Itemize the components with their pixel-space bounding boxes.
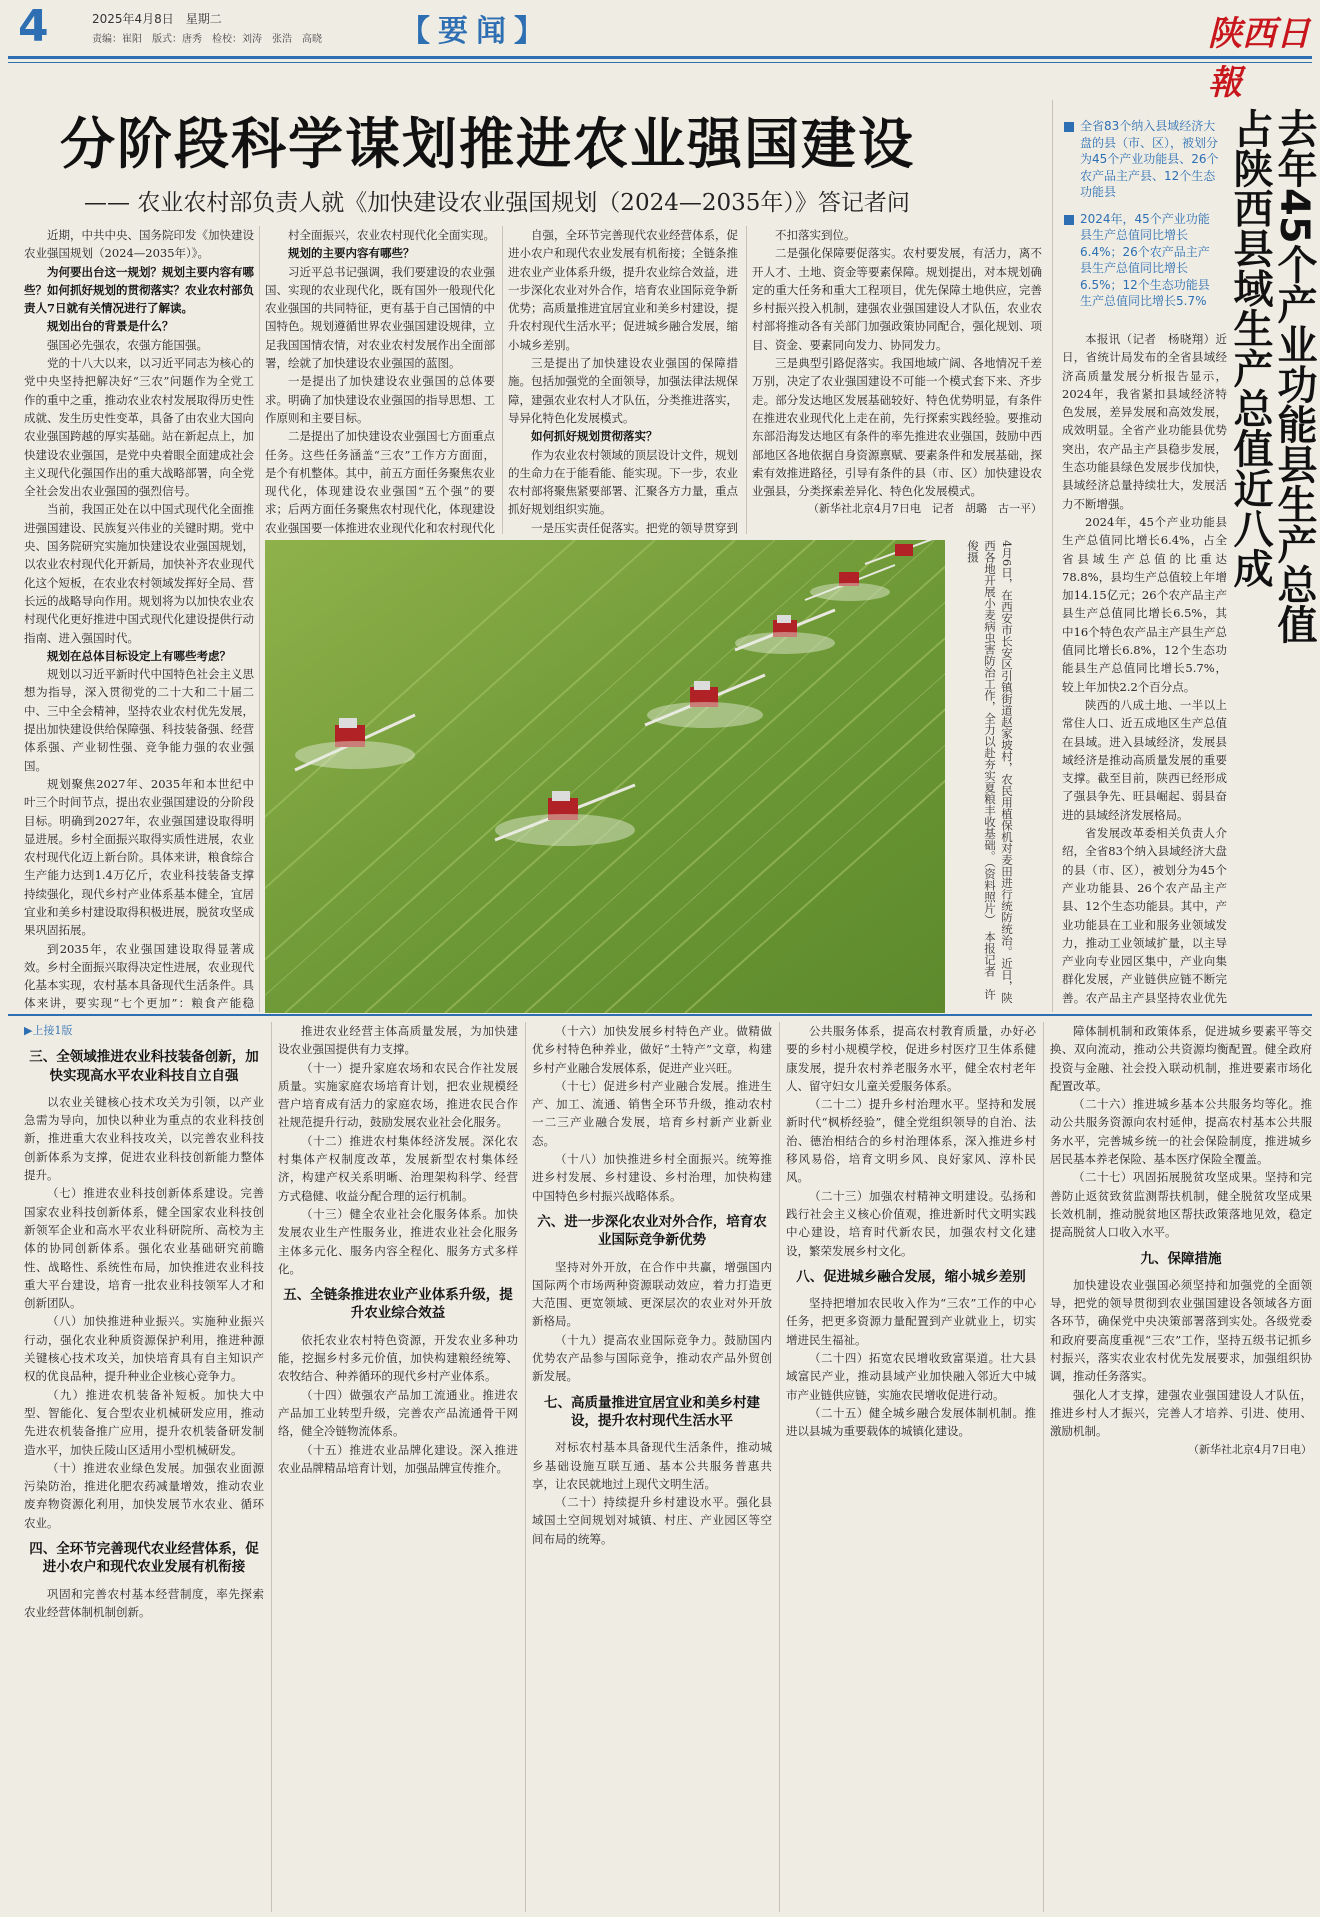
question-heading: 规划出台的背景是什么？ bbox=[47, 319, 174, 334]
section-heading: 八、促进城乡融合发展，缩小城乡差别 bbox=[796, 1268, 1026, 1285]
article-column-3 bbox=[508, 226, 738, 534]
paragraph: 推进农业经营主体高质量发展，为加快建设农业强国提供有力支撑。 bbox=[278, 1024, 518, 1057]
paragraph: （二十）持续提升乡村建设水平。强化县域国土空间规划对城镇、村庄、产业园区等空间布局的统筹。 bbox=[532, 1495, 772, 1546]
paragraph: （十二）推进农村集体经济发展。深化农村集体产权制度改革，发展新型农村集体经济，构建产权关系明晰、治理架构科学、经营方式稳健、收益分配合理的运行机制。 bbox=[278, 1133, 518, 1203]
continued-column-2 bbox=[278, 1022, 518, 1912]
column-divider bbox=[1052, 100, 1053, 1012]
question-heading: 规划的主要内容有哪些？ bbox=[288, 246, 415, 261]
sidebar-headline: 去年45个产业功能县生产总值占陕西县域生产总值近八成 bbox=[1227, 108, 1317, 644]
byline: （新华社北京4月7日电） bbox=[1188, 1442, 1312, 1456]
sprayer-field-image bbox=[265, 540, 945, 1013]
continued-column-1 bbox=[24, 1022, 264, 1912]
paragraph: 当前，我国正处在以中国式现代化全面推进强国建设、民族复兴伟业的关键时期。党中央、国务院研究实施加快建设农业强国规划，以农业农村现代化开新局，加快补齐农业现代化这个短板，在农业农村领域发挥好全局、营长远的战略导向作用。规划将为以加快农业农村现代化更好推进中国式现代化建设提供行动指南、进入强国时代。 bbox=[24, 502, 254, 645]
paragraph: （十一）提升家庭农场和农民合作社发展质量。实施家庭农场培育计划，把农业规模经营户培育成有活力的家庭农场，推进农民合作社规范提升行动，鼓励发展农业社会化服务。 bbox=[278, 1060, 518, 1130]
paragraph: 2024年，45个产业功能县生产总值同比增长6.4%，占全省县域生产总值的比重达78.8%，县均生产总值较上年增加14.15亿元；26个农产品主产县生产总值同比增长6.5%，其中16个特色农产品主产县生产总值同比增长6.8%，12个生态功能县生产总值同比增长5.7%，较上年加快2.2个百分点。 bbox=[1062, 514, 1227, 694]
section-heading: 九、保障措施 bbox=[1140, 1250, 1222, 1267]
byline: （新华社北京4月7日电 记者 胡璐 古一平） bbox=[808, 502, 1042, 516]
paragraph: 自强，全环节完善现代农业经营体系，促进小农户和现代农业发展有机衔接；全链条推进农业产业体系升级，提升农业综合效益，进一步深化农业对外合作，培育农业国际竞争新优势；高质量推进宜居宜业和美乡村建设，提升农村现代生活水平；促进城乡融合发展，缩小城乡差别。 bbox=[508, 228, 738, 352]
masthead-rule bbox=[8, 56, 1312, 59]
paragraph: （十八）加快推进乡村全面振兴。统筹推进乡村发展、乡村建设、乡村治理，加快构建中国特色乡村振兴战略体系。 bbox=[532, 1152, 772, 1203]
paragraph: 公共服务体系，提高农村教育质量，办好必要的乡村小规模学校，促进乡村医疗卫生体系健康发展，提升农村养老服务水平，健全农村老年人、留守妇女儿童关爱服务体系。 bbox=[786, 1024, 1036, 1093]
paragraph: 以农业关键核心技术攻关为引领，以产业急需为导向，加快以种业为重点的农业科技创新，推进重大农业科技攻关，以完善农业科技创新体系为支撑，促进农业科技创新能力整体提升。 bbox=[24, 1094, 264, 1183]
sidebar-highlight-text: 2024年，45个产业功能县生产总值同比增长6.4%；26个农产品主产县生产总值同比增长6.5%；12个生态功能县生产总值同比增长5.7% bbox=[1080, 211, 1210, 308]
section-heading: 五、全链条推进农业产业体系升级，提升农业综合效益 bbox=[283, 1287, 513, 1322]
paragraph: （二十六）推进城乡基本公共服务均等化。推动公共服务资源向农村延伸，提高农村基本公共服务水平，完善城乡统一的社会保险制度，推进城乡居民基本养老保险、基本医疗保险全覆盖。 bbox=[1050, 1097, 1312, 1167]
paragraph: 省发展改革委相关负责人介绍，全省83个纳入县域经济大盘的县（市、区），被划分为45个产业功能县、26个农产品主产县、12个生态功能县。其中，产业功能县在工业和服务业领域发力，推动工业领域扩量，以主导产业向专业园区集中，产业向集群化发展，产业链供应链不断完善。农产品主产县坚持农业优先 bbox=[1062, 826, 1227, 1005]
paragraph: 习近平总书记强调，我们要建设的农业强国、实现的农业现代化，既有国外一般现代化农业强国的共同特征，更有基于自己国情的中国特色。规划遵循世界农业强国建设规律，立足我国国情农情，对农业农村发展作出全面部署，绘就了加快建设农业强国的蓝图。 bbox=[265, 264, 495, 371]
paragraph: （十五）推进农业品牌化建设。深入推进农业品牌精品培育计划，加强品牌宣传推介。 bbox=[278, 1442, 518, 1475]
sidebar-story bbox=[1062, 330, 1227, 1010]
paragraph: 陕西的八成土地、一半以上常住人口、近五成地区生产总值在县域。进入县域经济，发展县域经济是推动高质量发展的重要支撑。截至目前，陕西已经形成了强县争先、旺县崛起、弱县奋进的县域经济发展格局。 bbox=[1062, 697, 1227, 822]
paragraph: 近期，中共中央、国务院印发《加快建设农业强国规划（2024—2035年）》。 bbox=[24, 228, 254, 261]
paragraph: 强国必先强农，农强方能国强。 bbox=[47, 337, 208, 352]
column-divider bbox=[1043, 1022, 1044, 1912]
bullet-square-icon bbox=[1064, 122, 1074, 132]
question-heading: 规划在总体目标设定上有哪些考虑？ bbox=[47, 648, 231, 663]
main-headline: 分阶段科学谋划推进农业强国建设 bbox=[60, 112, 916, 176]
paragraph: 本报讯（记者 杨晓翔）近日，省统计局发布的全省县域经济高质量发展分析报告显示，2024年，我省紧扣县域经济特色发展，差异发展和高效发展，成效明显。全省产业功能县优势突出，农产品主产县稳步发展，生态功能县绿色发展步伐加快，县域经济总量持续壮大，发展活力不断增强。 bbox=[1062, 332, 1227, 511]
paragraph: 障体制机制和政策体系，促进城乡要素平等交换、双向流动，推动公共资源均衡配置。健全政府投资与金融、社会投入联动机制，推进要素市场化配置改革。 bbox=[1050, 1024, 1312, 1093]
paragraph: （二十四）拓宽农民增收致富渠道。壮大县域富民产业，推动县域产业加快融入邻近大中城市产业链供应链，实施农民增收促进行动。 bbox=[786, 1351, 1036, 1402]
column-divider bbox=[525, 1022, 526, 1912]
editor-credits: 责编：崔阳 版式：唐秀 检校：刘涛 张浩 高晓 bbox=[92, 34, 322, 45]
page-number: 4 bbox=[18, 1, 49, 52]
paragraph: 坚持对外开放，在合作中共赢，增强国内国际两个市场两种资源联动效应，着力打造更大范围、更宽领域、更深层次的农业对外开放新格局。 bbox=[532, 1259, 772, 1329]
masthead bbox=[8, 1, 1312, 103]
paragraph: 村全面振兴，农业农村现代化全面实现。 bbox=[288, 228, 495, 242]
paragraph: （七）推进农业科技创新体系建设。完善国家农业科技创新体系，健全国家农业科技创新领军企业和高水平农业科研院所、高校为主体的协同创新体系。强化农业基础研究前瞻性、战略性、系统性布局，加快推进农业科技重大平台建设，培育一批农业科技领军人才和创新团队。 bbox=[24, 1186, 264, 1311]
sidebar-highlight-text: 全省83个纳入县域经济大盘的县（市、区），被划分为45个产业功能县、26个农产品主产县、12个生态功能县 bbox=[1080, 119, 1219, 199]
paragraph: 规划聚焦2027年、2035年和本世纪中叶三个时间节点，提出农业强国建设的分阶段目标。明确到2027年，农业强国建设取得明显进展。乡村全面振兴取得实质性进展，农业农村现代化迈上新台阶。具体来讲，粮食综合生产能力达到1.4万亿斤，农业科技装备支撑持续强化，现代乡村产业体系基本健全，宜居宜业和美乡村建设取得积极进展，脱贫攻坚成果巩固拓展。 bbox=[24, 776, 254, 938]
paragraph: 到2035年，农业强国建设取得显著成效。乡村全面振兴取得决定性进展，农业现代化基本实现，农村基本具备现代生活条件。具体来讲，要实现“七个更加”：粮食产能稳 bbox=[24, 941, 254, 1011]
paragraph: 对标农村基本具备现代生活条件，推动城乡基础设施互联互通、基本公共服务普惠共享，让农民就地过上现代文明生活。 bbox=[532, 1440, 772, 1491]
paragraph: （十三）健全农业社会化服务体系。加快发展农业生产性服务业，推进农业社会化服务主体多元化、服务内容全程化、服务方式多样化。 bbox=[278, 1206, 518, 1276]
paragraph: （十六）加快发展乡村特色产业。做精做优乡村特色种养业，做好“土特产”文章，构建乡村产业融合发展体系，促进产业兴旺。 bbox=[532, 1024, 772, 1075]
paragraph: 党的十八大以来，以习近平同志为核心的党中央坚持把解决好“三农”问题作为全党工作的重中之重，推动农业农村发展取得历史性成就、发生历史性变革，具备了由农业大国向农业强国跨越的厚实基础。站在新起点上，加快建设农业强国，是党中央着眼全面建成社会主义现代化强国作出的重大战略部署，向全党全社会发出农业强国的强烈信号。 bbox=[24, 356, 254, 499]
paragraph: 坚持把增加农民收入作为“三农”工作的中心任务，把更多资源力量配置到产业就业上，切实增进民生福祉。 bbox=[786, 1296, 1036, 1347]
column-divider bbox=[779, 1022, 780, 1912]
issue-date: 2025年4月8日 星期二 bbox=[92, 12, 222, 26]
paragraph: 作为农业农村领域的顶层设计文件，规划的生命力在于能看能、能实现。下一步，农业农村部将聚焦紧要部署、汇聚各方力量，重点抓好规划组织实施。 bbox=[508, 447, 738, 517]
newspaper-logo: 陕西日報 bbox=[1208, 14, 1310, 103]
question-heading: 为何要出台这一规划？规划主要内容有哪些？如何抓好规划的贯彻落实？农业农村部负责人7日就有关情况进行了解读。 bbox=[24, 264, 254, 316]
article-column-4 bbox=[752, 226, 1042, 534]
column-divider bbox=[259, 226, 260, 1012]
continued-column-5 bbox=[1050, 1022, 1312, 1912]
section-heading: 三、全领域推进农业科技装备创新，加快实现高水平农业科技自立自强 bbox=[29, 1049, 259, 1084]
bullet-square-icon bbox=[1064, 215, 1074, 225]
paragraph: 规划以习近平新时代中国特色社会主义思想为指导，深入贯彻党的二十大和二十届二中、三中全会精神，坚持农业农村优先发展，提出加快建设供给保障强、科技装备强、经营体系强、产业韧性强、竞争能力强的农业强国。 bbox=[24, 667, 254, 773]
paragraph: 强化人才支撑，建强农业强国建设人才队伍，推进乡村人才振兴，完善人才培养、引进、使用、激励机制。 bbox=[1050, 1387, 1312, 1439]
fold-rule bbox=[8, 1014, 1312, 1016]
paragraph: （二十五）健全城乡融合发展体制机制。推进以县城为重要载体的城镇化建设。 bbox=[786, 1405, 1036, 1439]
main-subhead: —— 农业农村部负责人就《加快建设农业强国规划（2024—2035年）》答记者问 bbox=[84, 190, 910, 216]
photo-caption: 4月6日，在西安市长安区引镇街道赵家坡村，农民用植保机对麦田进行统防统治。近日，陕西各地开展小麦病虫害防治工作，全力以赴夯实夏粮丰收基础。（资料照片） 本报记者 许俊摄 bbox=[966, 540, 1014, 1004]
sidebar-highlight-item bbox=[1064, 118, 1221, 201]
paragraph: （二十三）加强农村精神文明建设。弘扬和践行社会主义核心价值观，推进新时代文明实践中心建设，培育时代新农民，加强农村文化建设，繁荣发展乡村文化。 bbox=[786, 1188, 1036, 1258]
paragraph: （十）推进农业绿色发展。加强农业面源污染防治，推进化肥农药减量增效，推动农业废弃物资源化利用，加快发展节水农业、循环农业。 bbox=[24, 1460, 264, 1530]
section-heading: 四、全环节完善现代农业经营体系，促进小农户和现代农业发展有机衔接 bbox=[29, 1541, 259, 1576]
paragraph: （八）加快推进种业振兴。实施种业振兴行动，强化农业种质资源保护利用，推进种源关键核心技术攻关，加快培育具有自主知识产权的优良品种，提升种业企业核心竞争力。 bbox=[24, 1314, 264, 1384]
masthead-rule-thin bbox=[8, 62, 1312, 63]
paragraph: 依托农业农村特色资源，开发农业多种功能，挖掘乡村多元价值，加快构建粮经统筹、农牧结合、种养循环的现代乡村产业体系。 bbox=[278, 1332, 518, 1384]
paragraph: 不扣落实到位。 bbox=[775, 228, 856, 242]
paragraph: 二是强化保障要促落实。农村要发展，有活力，离不开人才、土地、资金等要素保障。规划提出，对本规划确定的重大任务和重大工程项目，优先保障土地供应，完善乡村振兴投入机制，建强农业强国建设人才队伍，农业农村部将推动各有关部门加强政策协同配合，强化规划、项目、资金、要素同向发力、协同发力。 bbox=[752, 246, 1042, 352]
paragraph: （二十二）提升乡村治理水平。坚持和发展新时代“枫桥经验”，健全党组织领导的自治、法治、德治相结合的乡村治理体系，深入推进乡村移风易俗，培育文明乡风、良好家风、淳朴民风。 bbox=[786, 1097, 1036, 1185]
paragraph: 一是压实责任促落实。把党的领导贯穿到 bbox=[531, 520, 738, 534]
farm-photo bbox=[265, 540, 945, 1013]
paragraph: （十七）促进乡村产业融合发展。推进生产、加工、流通、销售全环节升级，推动农村一二三产业融合发展，培育乡村新产业新业态。 bbox=[532, 1078, 772, 1148]
question-heading: 如何抓好规划贯彻落实？ bbox=[531, 429, 658, 444]
column-divider bbox=[271, 1022, 272, 1912]
sidebar-highlight-item bbox=[1064, 211, 1221, 310]
paragraph: （十九）提高农业国际竞争力。鼓励国内优势农产品参与国际竞争，推动农产品外贸创新发展。 bbox=[532, 1332, 772, 1384]
paragraph: 二是提出了加快建设农业强国七方面重点任务。这些任务涵盖“三农”工作方方面面，是个有机整体。其中，前五方面任务聚焦农业现代化，体现建设农业强国“五个强”的要求；后两方面任务聚焦农村现代化，体现建设农业强国要一体推进农业现代化和农村现代化 bbox=[265, 429, 495, 534]
paragraph: 三是典型引路促落实。我国地域广阔、各地情况千差万别，决定了农业强国建设不可能一个模式套下来、齐步走。部分发达地区发展基础较好、特色优势明显，有条件在推进农业现代化上走在前，先行探索实践经验。要推动东部沿海发达地区有条件的率先推进农业强国，鼓励中西部地区各地依据自身资源禀赋、要素条件和发展基础，探索有效推进路径，引导有条件的县（市、区）加快建设农业强县，分类探索差异化、特色化发展模式。 bbox=[752, 356, 1042, 499]
section-tag: 【要闻】 bbox=[400, 14, 552, 49]
article-column-1 bbox=[24, 226, 254, 1012]
paragraph: 巩固和完善农村基本经营制度，率先探索农业经营体制机制创新。 bbox=[24, 1586, 264, 1619]
continued-column-4 bbox=[786, 1022, 1036, 1912]
column-divider bbox=[746, 226, 747, 534]
paragraph: （九）推进农机装备补短板。加快大中型、智能化、复合型农业机械研发应用，推动先进农机装备推广应用，提升农机装备研发制造水平，加快丘陵山区适用小型机械研发。 bbox=[24, 1387, 264, 1457]
jump-label: ▶上接1版 bbox=[24, 1024, 73, 1037]
section-heading: 六、进一步深化农业对外合作，培育农业国际竞争新优势 bbox=[537, 1213, 767, 1249]
article-column-2 bbox=[265, 226, 495, 534]
section-heading: 七、高质量推进宜居宜业和美乡村建设，提升农村现代生活水平 bbox=[544, 1394, 760, 1429]
paragraph: 加快建设农业强国必须坚持和加强党的全面领导，把党的领导贯彻到农业强国建设各领域各方面各环节，确保党中央决策部署落到实处。各级党委和政府要高度重视“三农”工作，坚持五级书记抓乡村振兴，落实农业农村优先发展要求，加强组织协调，推动任务落实。 bbox=[1050, 1277, 1312, 1384]
continued-column-3 bbox=[532, 1022, 772, 1912]
column-divider bbox=[502, 226, 503, 534]
paragraph: 三是提出了加快建设农业强国的保障措施。包括加强党的全面领导，加强法律法规保障，建强农业农村人才队伍，分类推进落实，导异化特色化发展模式。 bbox=[508, 356, 738, 425]
paragraph: 一是提出了加快建设农业强国的总体要求。明确了加快建设农业强国的指导思想、工作原则和主要目标。 bbox=[265, 374, 495, 425]
paragraph: （二十七）巩固拓展脱贫攻坚成果。坚持和完善防止返贫致贫监测帮扶机制，健全脱贫攻坚成果长效机制，推动脱贫地区帮扶政策落地见效，稳定提高脱贫人口收入水平。 bbox=[1050, 1170, 1312, 1240]
paragraph: （十四）做强农产品加工流通业。推进农产品加工业转型升级，完善农产品流通骨干网络，健全冷链物流体系。 bbox=[278, 1387, 518, 1439]
